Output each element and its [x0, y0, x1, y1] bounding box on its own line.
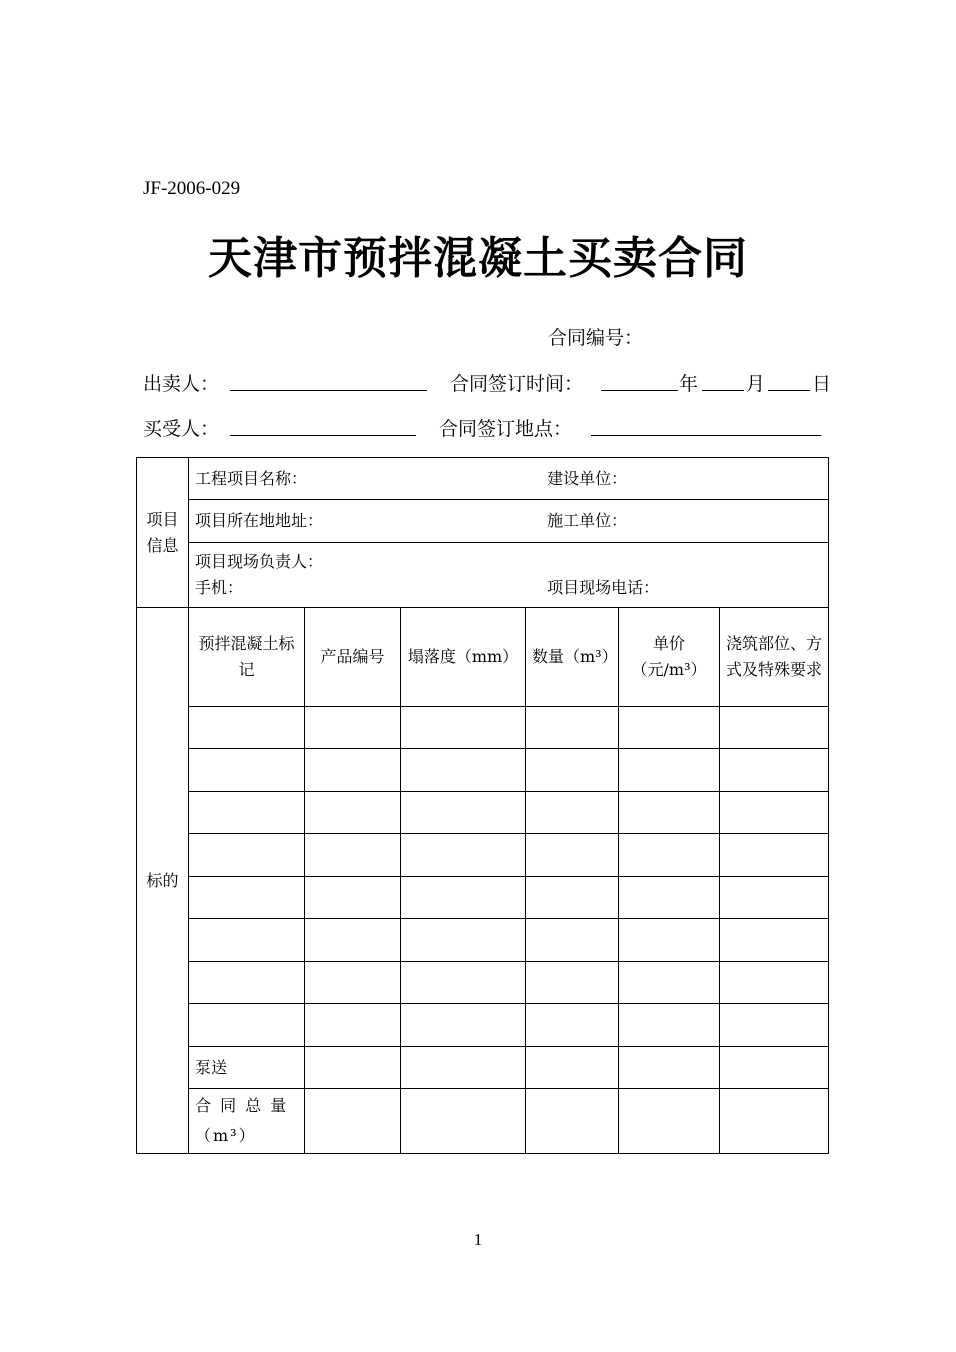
pump-row [137, 1047, 829, 1089]
table-cell[interactable] [720, 1004, 829, 1047]
table-cell[interactable] [619, 877, 720, 919]
table-cell[interactable] [189, 792, 305, 834]
table-cell[interactable] [189, 962, 305, 1004]
table-cell[interactable] [189, 877, 305, 919]
table-cell[interactable] [305, 1089, 401, 1154]
table-cell[interactable] [720, 834, 829, 877]
table-cell[interactable] [305, 919, 401, 962]
builder-label: 建设单位： [547, 468, 628, 488]
header-product-no: 产品编号 [305, 608, 401, 707]
table-row [137, 877, 829, 919]
table-cell[interactable] [526, 1047, 619, 1089]
table-row [137, 792, 829, 834]
table-row [137, 707, 829, 749]
table-cell[interactable] [305, 1047, 401, 1089]
table-cell[interactable] [401, 834, 526, 877]
table-cell[interactable] [526, 1004, 619, 1047]
table-row [137, 919, 829, 962]
table-cell[interactable] [720, 1089, 829, 1154]
table-cell[interactable] [189, 1004, 305, 1047]
table-cell[interactable] [619, 749, 720, 792]
table-cell[interactable] [526, 749, 619, 792]
sign-place-label: 合同签订地点： [439, 418, 573, 440]
table-cell[interactable] [720, 877, 829, 919]
table-row [137, 749, 829, 792]
total-row [137, 1089, 829, 1154]
site-manager-label: 项目现场负责人： [195, 552, 324, 571]
table-cell[interactable] [401, 1047, 526, 1089]
month-label: 月 [746, 373, 766, 395]
buyer-label: 买受人： [143, 418, 220, 440]
table-cell[interactable] [189, 707, 305, 749]
project-name-label: 工程项目名称： [195, 468, 308, 488]
mobile-label: 手机： [195, 578, 244, 597]
table-cell[interactable] [720, 919, 829, 962]
table-cell[interactable] [401, 877, 526, 919]
buyer-field[interactable] [230, 417, 416, 436]
total-volume-label: 合 同 总 量（m³） [189, 1089, 305, 1154]
contract-table [136, 457, 829, 1154]
table-cell[interactable] [619, 1004, 720, 1047]
table-cell[interactable] [305, 962, 401, 1004]
table-cell[interactable] [401, 792, 526, 834]
table-cell[interactable] [619, 962, 720, 1004]
contract-number-label: 合同编号： [548, 327, 644, 349]
table-cell[interactable] [619, 1089, 720, 1154]
project-info-side-label: 项目信息 [137, 458, 189, 608]
seller-field[interactable] [230, 372, 427, 391]
table-cell[interactable] [720, 707, 829, 749]
header-pour-requirements: 浇筑部位、方式及特殊要求 [720, 608, 829, 707]
page-number: 1 [473, 1230, 483, 1249]
table-cell[interactable] [401, 707, 526, 749]
subject-side-label: 标的 [137, 608, 189, 1154]
sign-year-field[interactable] [601, 372, 678, 391]
table-cell[interactable] [526, 792, 619, 834]
header-concrete-mark: 预拌混凝土标记 [189, 608, 305, 707]
table-cell[interactable] [526, 1089, 619, 1154]
table-row [137, 962, 829, 1004]
project-contact-row[interactable] [189, 543, 829, 608]
table-cell[interactable] [401, 962, 526, 1004]
table-cell[interactable] [720, 792, 829, 834]
table-cell[interactable] [189, 834, 305, 877]
sign-month-field[interactable] [702, 372, 744, 391]
sign-time-label: 合同签订时间： [450, 373, 584, 395]
table-cell[interactable] [526, 877, 619, 919]
header-slump: 塌落度（mm） [401, 608, 526, 707]
table-cell[interactable] [619, 1047, 720, 1089]
table-cell[interactable] [401, 919, 526, 962]
table-cell[interactable] [401, 1089, 526, 1154]
table-cell[interactable] [619, 919, 720, 962]
table-cell[interactable] [401, 1004, 526, 1047]
table-row [137, 1004, 829, 1047]
seller-label: 出卖人： [143, 373, 220, 395]
table-cell[interactable] [526, 962, 619, 1004]
table-cell[interactable] [526, 834, 619, 877]
table-cell[interactable] [526, 707, 619, 749]
table-cell[interactable] [305, 877, 401, 919]
table-cell[interactable] [526, 919, 619, 962]
table-cell[interactable] [189, 919, 305, 962]
table-cell[interactable] [401, 749, 526, 792]
contract-title: 天津市预拌混凝土买卖合同 [208, 233, 748, 284]
table-cell[interactable] [619, 834, 720, 877]
table-cell[interactable] [720, 749, 829, 792]
table-cell[interactable] [305, 707, 401, 749]
table-cell[interactable] [305, 834, 401, 877]
table-cell[interactable] [305, 749, 401, 792]
table-cell[interactable] [619, 792, 720, 834]
document-code: JF-2006-029 [143, 178, 241, 199]
year-label: 年 [679, 373, 699, 395]
table-cell[interactable] [305, 792, 401, 834]
table-row [137, 834, 829, 877]
header-quantity: 数量（m³） [526, 608, 619, 707]
site-phone-label: 项目现场电话： [547, 578, 660, 597]
contractor-label: 施工单位： [547, 511, 628, 530]
table-cell[interactable] [305, 1004, 401, 1047]
table-cell[interactable] [619, 707, 720, 749]
table-cell[interactable] [720, 962, 829, 1004]
sign-day-field[interactable] [768, 372, 810, 391]
project-address-row[interactable] [189, 500, 829, 543]
table-cell[interactable] [720, 1047, 829, 1089]
header-unit-price: 单价（元/m³） [619, 608, 720, 707]
project-name-row[interactable] [189, 458, 829, 500]
sign-place-field[interactable] [591, 417, 821, 436]
pump-label: 泵送 [189, 1047, 305, 1089]
table-cell[interactable] [189, 749, 305, 792]
day-label: 日 [812, 373, 832, 395]
project-address-label: 项目所在地地址： [195, 511, 324, 530]
